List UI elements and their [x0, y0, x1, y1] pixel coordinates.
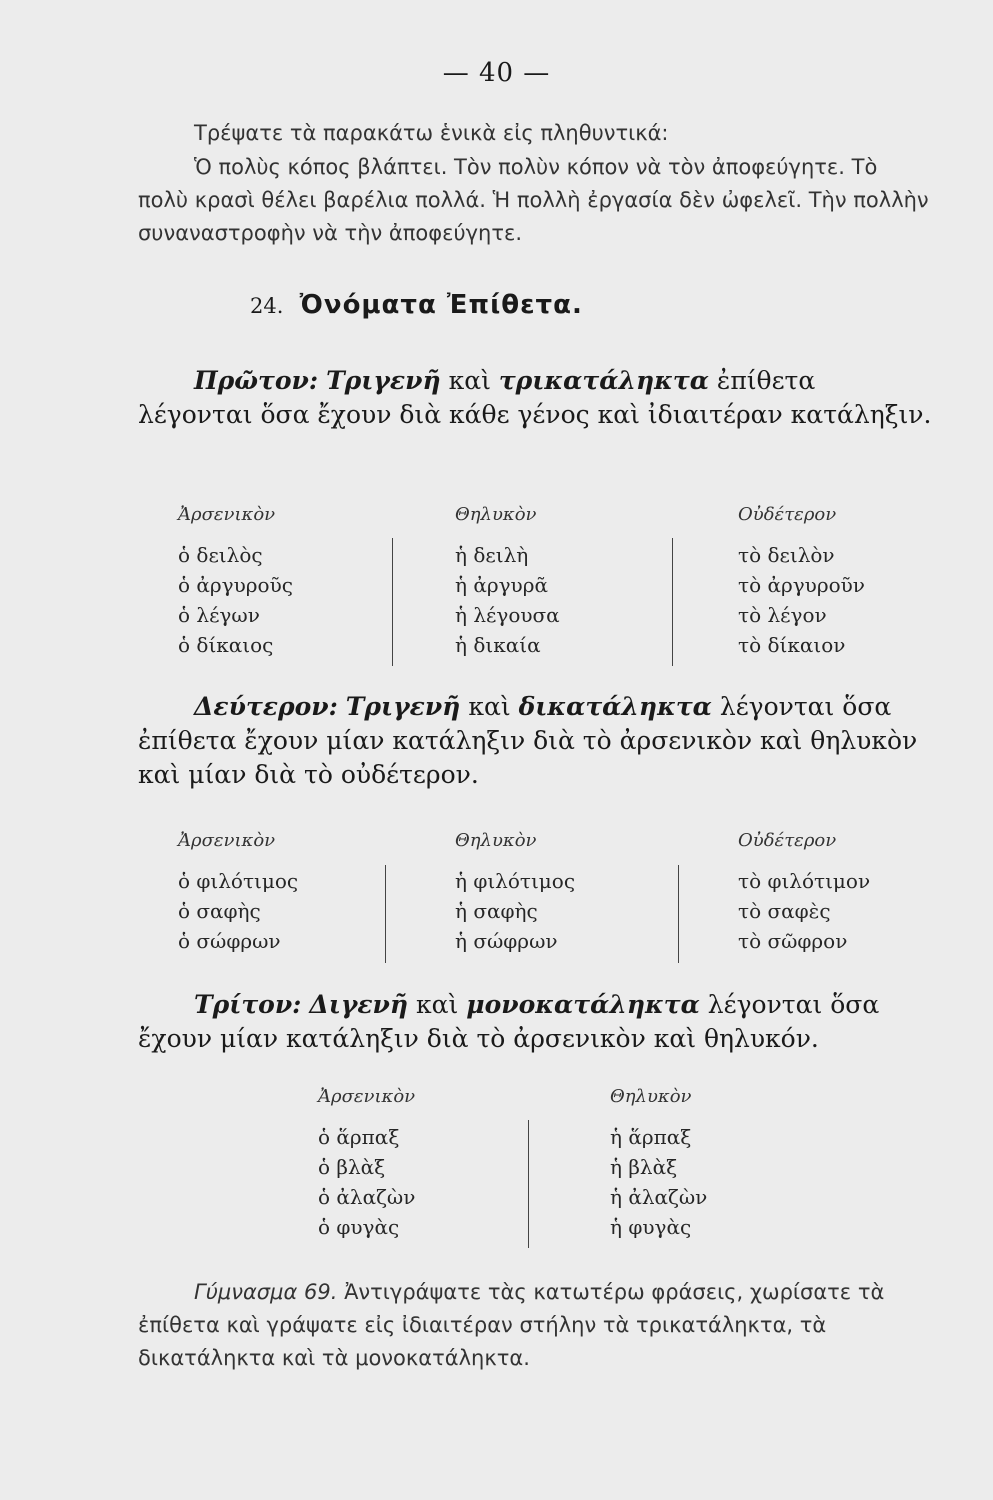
- table3-cell: ὁ ἀλαζὼν: [318, 1185, 416, 1209]
- exercise-69-text: Ἀντιγράψατε τὰς κατωτέρω φράσεις, χωρίσατε τὰ ἐπίθετα καὶ γράψατε εἰς ἰδιαιτέραν στήλην τὰ τρικατάληκτα, τὰ δικατάληκτα καὶ τὰ μονοκατάληκτα.: [138, 1280, 885, 1370]
- third-definition: [138, 988, 933, 1056]
- table2-header-neut: Οὐδέτερον: [738, 830, 837, 851]
- table2-cell: τὸ σῶφρον: [738, 929, 848, 953]
- table3-col-masc: [318, 1082, 415, 1242]
- table1-cell: ἡ δειλὴ: [455, 543, 529, 567]
- table3-cell: ὁ ἅρπαξ: [318, 1125, 400, 1149]
- table1-cell: τὸ δίκαιον: [738, 633, 846, 657]
- third-term2: μονοκατάληκτα: [466, 990, 700, 1019]
- second-term2: δικατάληκτα: [518, 692, 712, 721]
- first-term1: Τριγενῆ: [326, 366, 441, 395]
- second-definition: [138, 690, 933, 792]
- table1-cell: ὁ δειλὸς: [178, 543, 263, 567]
- table1-header-neut: Οὐδέτερον: [738, 504, 837, 525]
- table1-cell: ὁ λέγων: [178, 603, 260, 627]
- table3-cell: ὁ βλὰξ: [318, 1155, 386, 1179]
- table1-cell: τὸ λέγον: [738, 603, 827, 627]
- table2-col-neut: [738, 826, 870, 956]
- exercise-intro: Τρέψατε τὰ παρακάτω ἑνικὰ εἰς πληθυντικά:: [194, 121, 669, 145]
- table3-header-fem: Θηλυκὸν: [610, 1086, 692, 1107]
- table1-cell: ὁ ἀργυροῦς: [178, 573, 293, 597]
- table2-divider-2: [678, 865, 679, 963]
- table1-cell: ὁ δίκαιος: [178, 633, 274, 657]
- table1-cell: τὸ ἀργυροῦν: [738, 573, 865, 597]
- second-conj: καὶ: [468, 692, 511, 721]
- first-conj: καὶ: [448, 366, 491, 395]
- table3-cell: ἡ ἀλαζὼν: [610, 1185, 708, 1209]
- first-rest: ἐπίθετα λέγονται ὅσα ἔχουν διὰ κάθε γένος καὶ ἰδιαιτέραν κατάληξιν.: [138, 366, 932, 429]
- table1-cell: ἡ δικαία: [455, 633, 541, 657]
- table2-cell: ὁ σώφρων: [178, 929, 281, 953]
- exercise-69-label: Γύμνασμα 69.: [194, 1280, 338, 1304]
- table1-header-fem: Θηλυκὸν: [455, 504, 537, 525]
- table3-cell: ἡ φυγὰς: [610, 1215, 692, 1239]
- third-term1: Διγενῆ: [309, 990, 409, 1019]
- table1-col-masc: [178, 500, 293, 660]
- table2-cell: τὸ σαφὲς: [738, 899, 831, 923]
- exercise-69: [138, 1276, 933, 1375]
- third-label: Τρίτον:: [194, 990, 302, 1019]
- table1-cell: ἡ ἀργυρᾶ: [455, 573, 548, 597]
- table2-cell: ἡ σώφρων: [455, 929, 558, 953]
- table3-cell: ἡ βλὰξ: [610, 1155, 678, 1179]
- table2-cell: τὸ φιλότιμον: [738, 869, 871, 893]
- table1-header-masc: Ἀρσενικὸν: [178, 504, 276, 525]
- table3-header-masc: Ἀρσενικὸν: [318, 1086, 416, 1107]
- second-rest: λέγονται ὅσα ἐπίθετα ἔχουν μίαν κατάληξιν διὰ τὸ ἀρσενικὸν καὶ θηλυκὸν καὶ μίαν διὰ τὸ οὐδέτερον.: [138, 692, 918, 789]
- section-heading: [250, 290, 583, 320]
- table1-col-fem: [455, 500, 560, 660]
- table3-divider: [528, 1120, 529, 1248]
- table1-cell: ἡ λέγουσα: [455, 603, 560, 627]
- table3-cell: ἡ ἅρπαξ: [610, 1125, 692, 1149]
- table3-cell: ὁ φυγὰς: [318, 1215, 400, 1239]
- table2-cell: ὁ φιλότιμος: [178, 869, 299, 893]
- second-label: Δεύτερον:: [194, 692, 338, 721]
- exercise-text: Ὁ πολὺς κόπος βλάπτει. Τὸν πολὺν κόπον νὰ τὸν ἀποφεύγητε. Τὸ πολὺ κρασὶ θέλει βαρέλια πολλά. Ἡ πολλὴ ἐργασία δὲν ὠφελεῖ. Τὴν πολλὴν συναναστροφὴν νὰ τὴν ἀποφεύγητε.: [138, 155, 929, 245]
- first-term2: τρικατάληκτα: [498, 366, 709, 395]
- table2-col-fem: [455, 826, 575, 956]
- page-number: — 40 —: [442, 58, 551, 88]
- third-conj: καὶ: [416, 990, 459, 1019]
- section-number: 24.: [250, 294, 284, 318]
- first-label: Πρῶτον:: [194, 366, 319, 395]
- table1-divider-1: [392, 538, 393, 666]
- third-rest: λέγονται ὅσα ἔχουν μίαν κατάληξιν διὰ τὸ ἀρσενικὸν καὶ θηλυκόν.: [138, 990, 880, 1053]
- table2-col-masc: [178, 826, 298, 956]
- table1-divider-2: [672, 538, 673, 666]
- table1-cell: τὸ δειλὸν: [738, 543, 835, 567]
- table2-header-masc: Ἀρσενικὸν: [178, 830, 276, 851]
- table2-cell: ἡ φιλότιμος: [455, 869, 576, 893]
- first-definition: [138, 364, 933, 432]
- table2-divider-1: [385, 865, 386, 963]
- table2-header-fem: Θηλυκὸν: [455, 830, 537, 851]
- table1-col-neut: [738, 500, 865, 660]
- table2-cell: ἡ σαφὴς: [455, 899, 538, 923]
- table2-cell: ὁ σαφὴς: [178, 899, 261, 923]
- second-term1: Τριγενῆ: [345, 692, 461, 721]
- section-title: Ὀνόματα Ἐπίθετα.: [299, 290, 583, 320]
- table3-col-fem: [610, 1082, 707, 1242]
